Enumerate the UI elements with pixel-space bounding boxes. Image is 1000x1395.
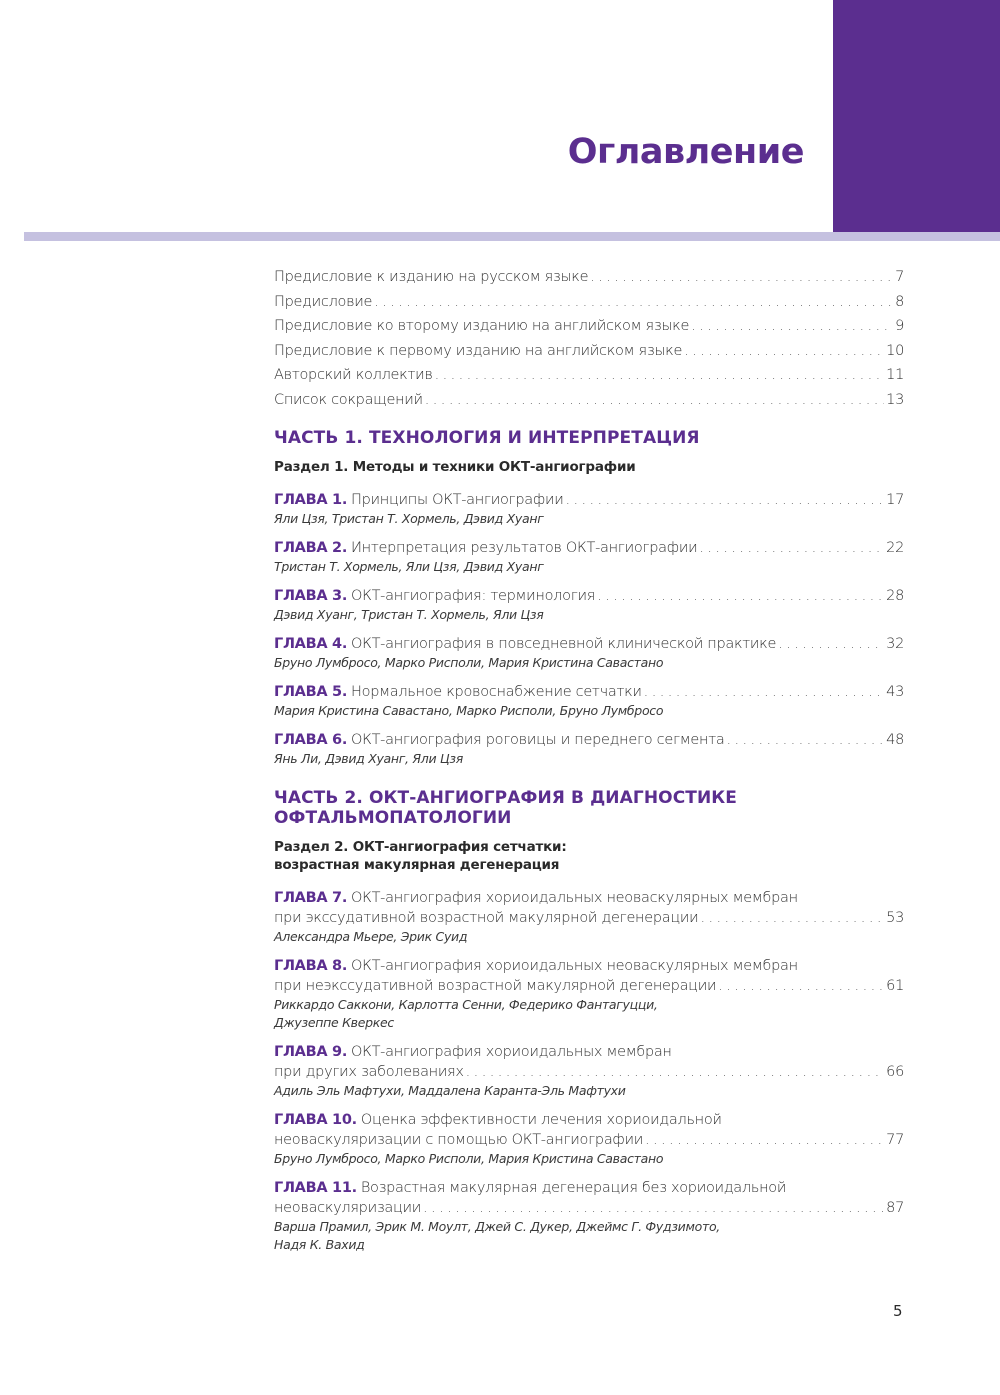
leader-dots: [435, 363, 885, 388]
chapter-entry[interactable]: [274, 956, 904, 1032]
chapter-page: 17: [886, 492, 904, 508]
chapter-title: ОКТ-ангиография в повседневной клинической практике: [351, 636, 777, 652]
leader-dots: [374, 290, 893, 315]
chapter-label: ГЛАВА 5.: [274, 684, 348, 700]
part-heading-line: ЧАСТЬ 2. ОКТ-АНГИОГРАФИЯ В ДИАГНОСТИКЕ: [274, 788, 738, 808]
toc-entry[interactable]: [274, 339, 904, 364]
chapter-label: ГЛАВА 4.: [274, 636, 348, 652]
chapter-label: ГЛАВА 8.: [274, 958, 348, 974]
toc-entry[interactable]: [274, 388, 904, 413]
front-matter-list: [274, 265, 904, 412]
toc-entry[interactable]: [274, 363, 904, 388]
chapter-page: 28: [886, 588, 904, 604]
chapter-title: Возрастная макулярная дегенерация без хориоидальной: [360, 1180, 787, 1196]
toc-entry-page: 11: [886, 367, 904, 383]
toc-entry[interactable]: [274, 314, 904, 339]
chapter-title: Принципы ОКТ-ангиографии: [351, 492, 564, 508]
part-heading: [274, 788, 904, 828]
chapter-authors: Бруно Лумбросо, Марко Рисполи, Мария Кристина Савастано: [274, 655, 664, 670]
toc-entry-page: 13: [886, 391, 904, 408]
leader-dots: [645, 1130, 884, 1150]
chapter-title: ОКТ-ангиография хориоидальных неоваскулярных мембран: [351, 958, 798, 974]
chapter-authors: Тристан Т. Хормель, Яли Цзя, Дэвид Хуанг: [274, 559, 544, 574]
chapter-title-cont: неоваскуляризации с помощью ОКТ-ангиографии: [274, 1132, 643, 1148]
section-heading: Раздел 1. Методы и техники ОКТ-ангиографии: [274, 459, 636, 475]
chapter-title: ОКТ-ангиография: терминология: [351, 588, 596, 604]
chapter-title-cont: при других заболеваниях: [274, 1064, 464, 1080]
chapter-label: ГЛАВА 7.: [274, 890, 348, 906]
leader-dots: [466, 1062, 884, 1082]
chapter-label: ГЛАВА 2.: [274, 540, 348, 556]
chapter-authors: Дэвид Хуанг, Тристан Т. Хормель, Яли Цзя: [274, 607, 544, 622]
leader-dots: [718, 976, 884, 996]
leader-dots: [684, 339, 884, 364]
toc-entry-page: 9: [895, 318, 904, 334]
chapter-page: 77: [886, 1132, 904, 1148]
chapter-entry[interactable]: [274, 634, 904, 672]
chapter-entry[interactable]: [274, 1178, 904, 1254]
leader-dots: [597, 586, 884, 606]
chapter-authors-cont: Джузеппе Кверкес: [274, 1015, 394, 1030]
header-accent-block: [833, 0, 1000, 232]
toc-entry-title: Авторский коллектив: [274, 367, 433, 383]
chapter-page: 53: [886, 910, 904, 926]
toc-entry-title: Предисловие ко второму изданию на английском языке: [274, 318, 690, 334]
leader-dots: [726, 730, 884, 750]
chapter-title: ОКТ-ангиография хориоидальных неоваскулярных мембран: [351, 890, 798, 906]
chapter-authors: Яли Цзя, Тристан Т. Хормель, Дэвид Хуанг: [274, 511, 544, 526]
chapter-authors: Мария Кристина Савастано, Марко Рисполи, Бруно Лумбросо: [274, 703, 664, 718]
toc-entry[interactable]: [274, 265, 904, 290]
chapter-title: ОКТ-ангиография хориоидальных мембран: [351, 1044, 672, 1060]
leader-dots: [644, 682, 884, 702]
leader-dots: [691, 314, 893, 339]
section-heading: [274, 838, 904, 874]
leader-dots: [699, 538, 884, 558]
chapter-page: 61: [886, 978, 904, 994]
part-heading: ЧАСТЬ 1. ТЕХНОЛОГИЯ И ИНТЕРПРЕТАЦИЯ: [274, 428, 700, 448]
toc-entry-title: Предисловие к изданию на русском языке: [274, 269, 589, 285]
chapter-label: ГЛАВА 11.: [274, 1180, 357, 1196]
chapter-title: ОКТ-ангиография роговицы и переднего сегмента: [351, 732, 725, 748]
part-heading-line: ОФТАЛЬМОПАТОЛОГИИ: [274, 808, 512, 828]
chapter-entry[interactable]: [274, 490, 904, 528]
chapter-page: 66: [886, 1064, 904, 1080]
chapter-title: Нормальное кровоснабжение сетчатки: [351, 684, 642, 700]
chapter-page: 87: [886, 1200, 904, 1216]
chapter-title-cont: неоваскуляризации: [274, 1200, 422, 1216]
section-heading-line: возрастная макулярная дегенерация: [274, 857, 560, 873]
chapter-entry[interactable]: [274, 1110, 904, 1168]
toc-entry-title: Предисловие: [274, 293, 373, 310]
chapter-title-cont: при неэкссудативной возрастной макулярной дегенерации: [274, 978, 717, 994]
leader-dots: [423, 1198, 884, 1218]
table-of-contents: [274, 265, 904, 1264]
toc-entry-page: 7: [895, 269, 904, 285]
chapter-authors: Варша Прамил, Эрик М. Моулт, Джей С. Дукер, Джеймс Г. Фудзимото,: [274, 1219, 720, 1234]
chapter-page: 22: [886, 540, 904, 556]
leader-dots: [778, 634, 884, 654]
leader-dots: [700, 908, 884, 928]
chapter-authors: Бруно Лумбросо, Марко Рисполи, Мария Кристина Савастано: [274, 1151, 664, 1166]
chapter-authors: Александра Мьере, Эрик Суид: [274, 929, 468, 944]
chapter-label: ГЛАВА 1.: [274, 492, 348, 508]
chapter-title: Оценка эффективности лечения хориоидальной: [360, 1112, 722, 1128]
leader-dots: [565, 490, 884, 510]
chapter-page: 48: [886, 732, 904, 748]
toc-entry-title: Список сокращений: [274, 391, 423, 408]
chapter-label: ГЛАВА 10.: [274, 1112, 357, 1128]
header-divider-band: [24, 232, 1000, 241]
chapter-entry[interactable]: [274, 730, 904, 768]
leader-dots: [590, 265, 893, 290]
chapter-entry[interactable]: [274, 888, 904, 946]
chapter-authors: Риккардо Саккони, Карлотта Сенни, Федерико Фантагуцци,: [274, 997, 658, 1012]
section-heading-line: Раздел 2. ОКТ-ангиография сетчатки:: [274, 839, 567, 855]
leader-dots: [425, 388, 884, 413]
chapter-entry[interactable]: [274, 682, 904, 720]
chapter-entry[interactable]: [274, 586, 904, 624]
chapter-page: 32: [886, 636, 904, 652]
chapter-authors: Янь Ли, Дэвид Хуанг, Яли Цзя: [274, 751, 463, 766]
chapter-entry[interactable]: [274, 538, 904, 576]
chapter-label: ГЛАВА 9.: [274, 1044, 348, 1060]
chapter-label: ГЛАВА 3.: [274, 588, 348, 604]
toc-entry-title: Предисловие к первому изданию на английском языке: [274, 342, 683, 359]
toc-entry-page: 10: [886, 342, 904, 359]
toc-entry-page: 8: [895, 293, 904, 310]
toc-entry[interactable]: [274, 290, 904, 315]
chapter-title: Интерпретация результатов ОКТ-ангиографии: [351, 540, 698, 556]
chapter-entry[interactable]: [274, 1042, 904, 1100]
page-number: 5: [893, 1302, 903, 1320]
page-title: Оглавление: [567, 132, 804, 172]
chapter-authors: Адиль Эль Мафтухи, Маддалена Каранта-Эль Мафтухи: [274, 1083, 626, 1098]
chapter-authors-cont: Надя К. Вахид: [274, 1237, 365, 1252]
chapter-label: ГЛАВА 6.: [274, 732, 348, 748]
chapter-title-cont: при экссудативной возрастной макулярной дегенерации: [274, 910, 699, 926]
chapter-page: 43: [886, 684, 904, 700]
